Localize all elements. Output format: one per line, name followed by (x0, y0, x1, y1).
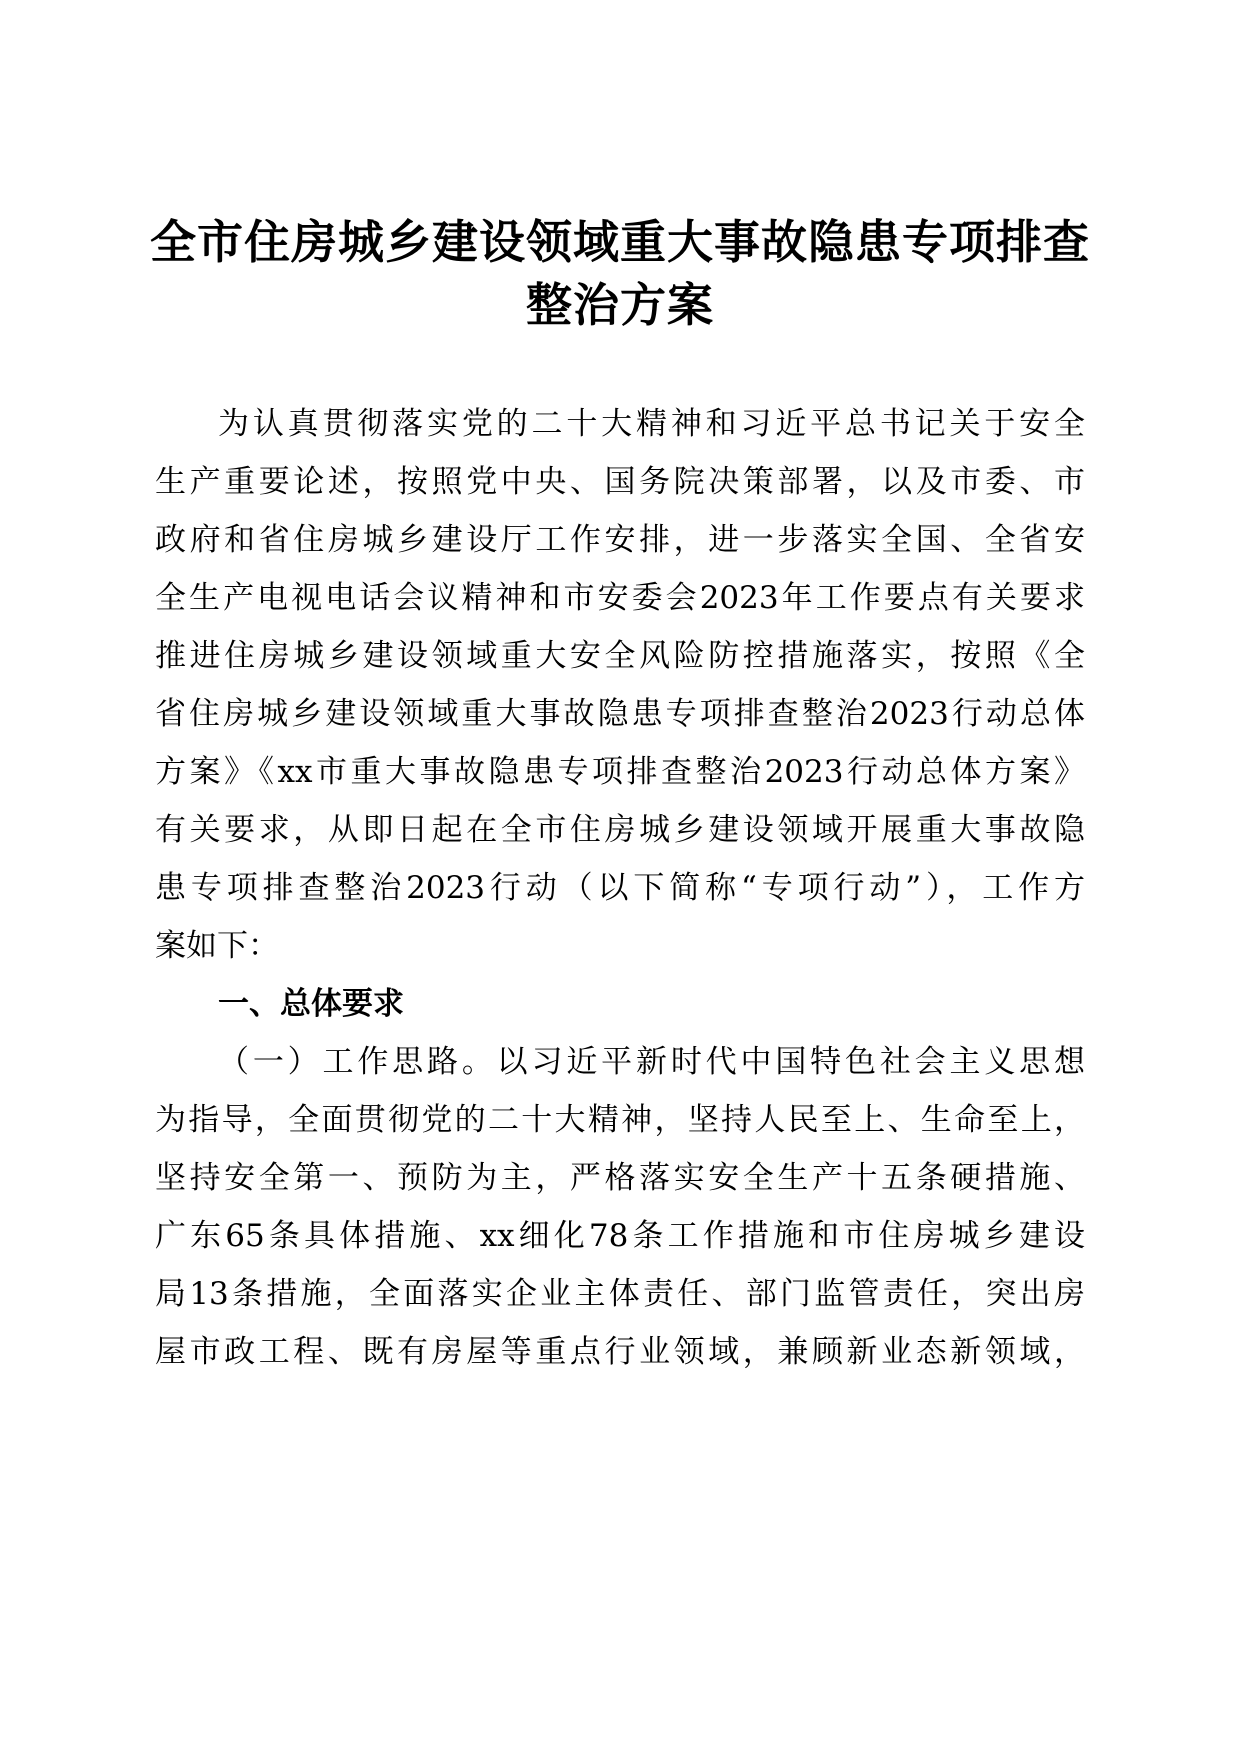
document-title-line-1: 全市住房城乡建设领域重大事故隐患专项排查 (150, 215, 1090, 269)
intro-paragraph-line: 推进住房城乡建设领域重大安全风险防控措施落实，按照《全 (155, 638, 1085, 674)
intro-paragraph-line: 案如下： (155, 928, 279, 964)
section-paragraph-line: 坚持安全第一、预防为主，严格落实安全生产十五条硬措施、 (155, 1160, 1085, 1196)
section-paragraph-line: 广东65条具体措施、xx细化78条工作措施和市住房城乡建设 (155, 1218, 1085, 1254)
intro-paragraph-line: 政府和省住房城乡建设厅工作安排，进一步落实全国、全省安 (155, 522, 1085, 558)
intro-paragraph-line: 生产重要论述，按照党中央、国务院决策部署，以及市委、市 (155, 464, 1085, 500)
intro-paragraph-line: 有关要求，从即日起在全市住房城乡建设领域开展重大事故隐 (155, 812, 1085, 848)
section-paragraph-line: 为指导，全面贯彻党的二十大精神，坚持人民至上、生命至上， (155, 1102, 1085, 1138)
section-paragraph-line: 局13条措施，全面落实企业主体责任、部门监管责任，突出房 (155, 1276, 1085, 1312)
section-paragraph-line: 屋市政工程、既有房屋等重点行业领域，兼顾新业态新领域， (155, 1334, 1085, 1370)
intro-paragraph-line: 全生产电视电话会议精神和市安委会2023年工作要点有关要求 (155, 580, 1085, 616)
section-paragraph-line: （一）工作思路。以习近平新时代中国特色社会主义思想 (218, 1044, 1085, 1080)
intro-paragraph-line: 患专项排查整治2023行动（以下简称“专项行动”），工作方 (155, 870, 1085, 906)
intro-paragraph-line: 为认真贯彻落实党的二十大精神和习近平总书记关于安全 (218, 406, 1085, 442)
intro-paragraph-line: 方案》《xx市重大事故隐患专项排查整治2023行动总体方案》 (155, 754, 1085, 790)
section-heading: 一、总体要求 (218, 986, 404, 1022)
intro-paragraph-line: 省住房城乡建设领域重大事故隐患专项排查整治2023行动总体 (155, 696, 1085, 732)
document-title-line-2: 整治方案 (526, 278, 714, 332)
